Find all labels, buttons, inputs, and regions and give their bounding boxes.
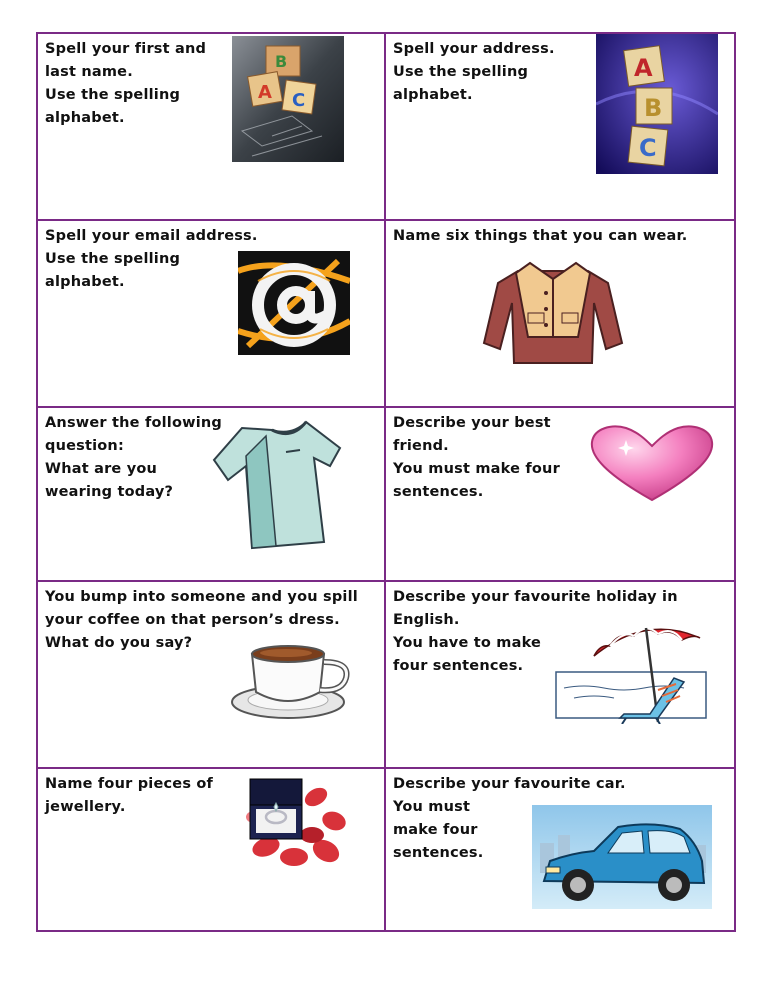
card-3 bbox=[38, 221, 386, 408]
at-sign-icon bbox=[238, 251, 350, 355]
card-text: Name four pieces of jewellery. bbox=[45, 776, 214, 815]
card-6 bbox=[386, 408, 734, 582]
abc-blocks-icon bbox=[596, 34, 718, 174]
card-5 bbox=[38, 408, 386, 582]
tshirt-icon bbox=[206, 416, 348, 558]
svg-text:C: C bbox=[292, 90, 306, 111]
card-text: Name six things that you can wear. bbox=[393, 228, 688, 244]
card-4 bbox=[386, 221, 734, 408]
svg-text:A: A bbox=[634, 54, 653, 82]
card-text: You bump into someone and you spill your coffee on that person’s dress. What do you say? bbox=[45, 589, 358, 651]
jacket-icon bbox=[478, 253, 628, 371]
card-text: Describe your best friend. You must make four sentences. bbox=[393, 415, 560, 500]
card-7 bbox=[38, 582, 386, 769]
card-text: Spell your email address. Use the spelling alphabet. bbox=[45, 228, 258, 290]
svg-text:B: B bbox=[275, 52, 288, 71]
card-8 bbox=[386, 582, 734, 769]
svg-text:A: A bbox=[258, 82, 272, 103]
abc-blocks-photo-icon bbox=[232, 36, 344, 162]
car-icon bbox=[532, 805, 712, 909]
heart-icon bbox=[586, 422, 718, 504]
card-10 bbox=[386, 769, 734, 930]
card-9 bbox=[38, 769, 386, 930]
coffee-cup-icon bbox=[230, 640, 360, 722]
ring-box-icon bbox=[246, 777, 350, 869]
beach-umbrella-icon bbox=[554, 618, 714, 724]
svg-text:C: C bbox=[639, 134, 657, 162]
card-text: Describe your favourite holiday in English. You have to make four sentences. bbox=[393, 589, 678, 674]
card-text: Spell your first and last name. Use the spelling alphabet. bbox=[45, 41, 207, 126]
card-grid bbox=[36, 32, 736, 932]
card-text: Spell your address. Use the spelling alphabet. bbox=[393, 41, 555, 103]
card-1 bbox=[38, 34, 386, 221]
card-2 bbox=[386, 34, 734, 221]
card-text: Answer the following question: What are you wearing today? bbox=[45, 415, 222, 500]
svg-text:B: B bbox=[644, 94, 663, 122]
card-text: Describe your favourite car. You must make four sentences. bbox=[393, 776, 626, 861]
